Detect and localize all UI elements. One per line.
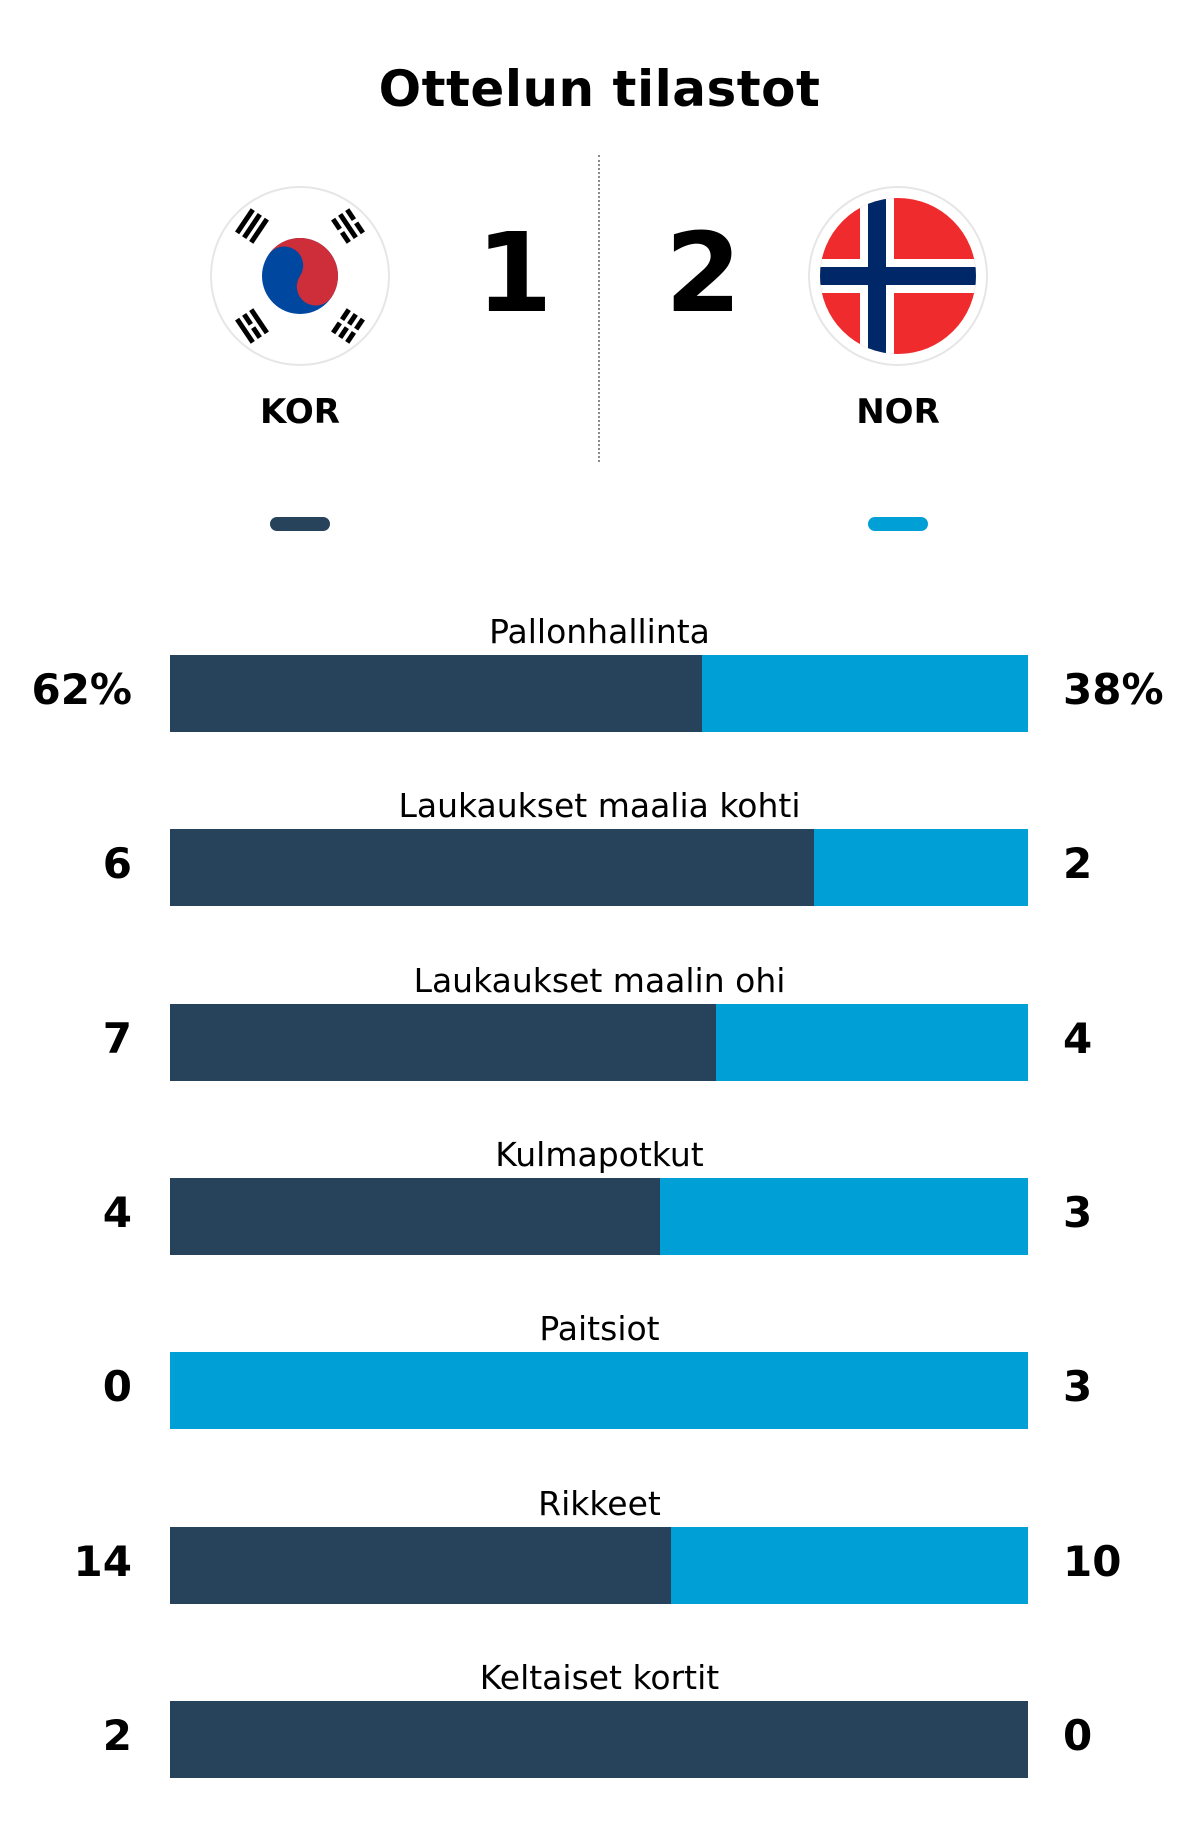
stat-row: [0, 961, 1199, 1135]
home-bar-segment: [170, 829, 814, 906]
stat-label: Laukaukset maalin ohi: [413, 961, 786, 1000]
norway-flag-icon: [810, 188, 986, 364]
stat-bar: [170, 1527, 1028, 1604]
away-bar-segment: [170, 1352, 1028, 1429]
away-value: 2: [1063, 839, 1093, 888]
south-korea-flag-icon: [212, 188, 388, 364]
stat-row: [0, 1484, 1199, 1658]
stat-bar: [170, 829, 1028, 906]
home-value: 0: [102, 1362, 132, 1411]
home-bar-segment: [170, 1527, 671, 1604]
stat-label: Paitsiot: [539, 1309, 660, 1348]
away-bar-segment: [702, 655, 1028, 732]
score-divider: [598, 155, 600, 462]
home-value: 4: [102, 1188, 132, 1237]
away-bar-segment: [814, 829, 1028, 906]
home-value: 6: [102, 839, 132, 888]
home-bar-segment: [170, 1004, 716, 1081]
home-legend-swatch: [270, 517, 330, 531]
stat-row: [0, 786, 1199, 960]
home-team-code: KOR: [260, 392, 340, 432]
page-title: Ottelun tilastot: [378, 60, 821, 118]
away-value: 38%: [1063, 665, 1164, 714]
stat-label: Laukaukset maalia kohti: [398, 786, 801, 825]
away-bar-segment: [671, 1527, 1028, 1604]
away-value: 3: [1063, 1362, 1093, 1411]
stat-row: [0, 1309, 1199, 1483]
stat-bar: [170, 1004, 1028, 1081]
home-score: 1: [476, 209, 553, 337]
home-bar-segment: [170, 655, 702, 732]
away-value: 10: [1063, 1537, 1122, 1586]
away-value: 0: [1063, 1711, 1093, 1760]
home-value: 7: [102, 1014, 132, 1063]
home-value: 62%: [31, 665, 132, 714]
away-team-code: NOR: [856, 392, 940, 432]
away-legend-swatch: [868, 517, 928, 531]
stat-row: [0, 1135, 1199, 1309]
stat-bar: [170, 1701, 1028, 1778]
home-value: 2: [102, 1711, 132, 1760]
stat-bar: [170, 1178, 1028, 1255]
stat-row: [0, 612, 1199, 786]
stat-bar: [170, 655, 1028, 732]
stat-label: Keltaiset kortit: [479, 1658, 720, 1697]
away-bar-segment: [660, 1178, 1028, 1255]
stat-label: Kulmapotkut: [495, 1135, 704, 1174]
home-bar-segment: [170, 1178, 660, 1255]
home-bar-segment: [170, 1701, 1028, 1778]
away-score: 2: [665, 209, 742, 337]
stat-label: Rikkeet: [538, 1484, 661, 1523]
away-bar-segment: [716, 1004, 1028, 1081]
stat-label: Pallonhallinta: [489, 612, 710, 651]
stat-bar: [170, 1352, 1028, 1429]
away-value: 4: [1063, 1014, 1093, 1063]
home-value: 14: [73, 1537, 132, 1586]
away-value: 3: [1063, 1188, 1093, 1237]
stat-row: [0, 1658, 1199, 1832]
